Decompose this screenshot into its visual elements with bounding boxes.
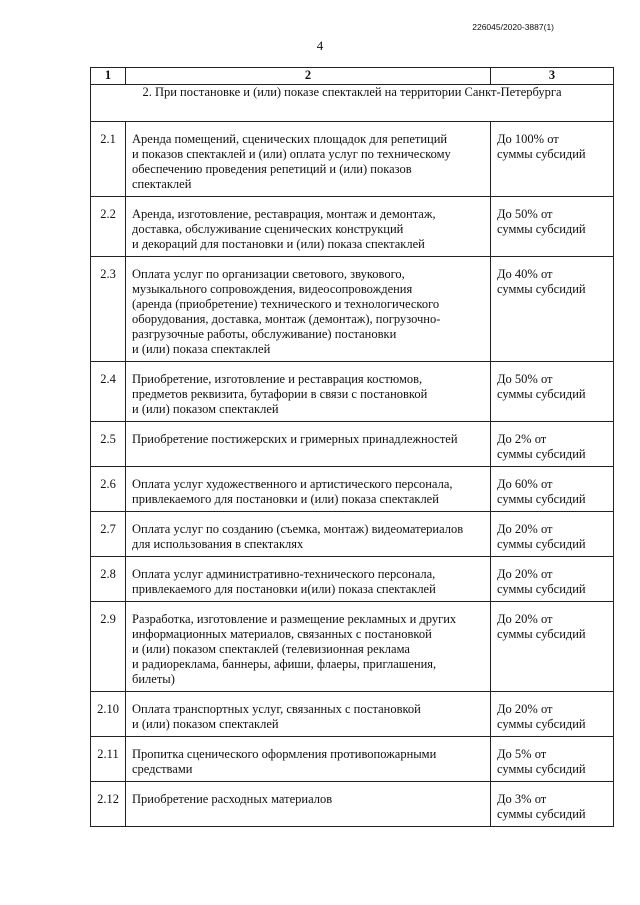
- table-row: [91, 512, 614, 557]
- document-id: 226045/2020-3887(1): [472, 22, 554, 32]
- row-number: 2.1: [91, 122, 126, 197]
- row-text: Оплата услуг по организации светового, звукового, музыкального сопровождения, видеосопровождения (аренда (приобретение) технического и технологического оборудования, доставка, монтаж (демонтаж), погрузочно- разгрузочные работы, обслуживание) постановки и (или) показа спектаклей: [126, 257, 491, 362]
- row-text: Аренда помещений, сценических площадок для репетиций и показов спектаклей и (или) оплата услуг по техническому обеспечению проведения репетиций и (или) показов спектаклей: [126, 122, 491, 197]
- row-number: 2.2: [91, 197, 126, 257]
- table-row: [91, 467, 614, 512]
- row-limit: До 20% от суммы субсидий: [491, 512, 614, 557]
- table-row: [91, 692, 614, 737]
- row-number: 2.3: [91, 257, 126, 362]
- row-text: Оплата транспортных услуг, связанных с постановкой и (или) показом спектаклей: [126, 692, 491, 737]
- row-limit: До 20% от суммы субсидий: [491, 557, 614, 602]
- table-row: [91, 737, 614, 782]
- table-row: [91, 362, 614, 422]
- section-title: 2. При постановке и (или) показе спектаклей на территории Санкт-Петербурга: [91, 85, 614, 122]
- row-text: Приобретение постижерских и гримерных принадлежностей: [126, 422, 491, 467]
- row-limit: До 40% от суммы субсидий: [491, 257, 614, 362]
- row-number: 2.9: [91, 602, 126, 692]
- row-limit: До 5% от суммы субсидий: [491, 737, 614, 782]
- row-text: Оплата услуг художественного и артистического персонала, привлекаемого для постановки и (или) показа спектаклей: [126, 467, 491, 512]
- row-text: Оплата услуг по созданию (съемка, монтаж) видеоматериалов для использования в спектаклях: [126, 512, 491, 557]
- row-number: 2.4: [91, 362, 126, 422]
- row-number: 2.7: [91, 512, 126, 557]
- table-row: [91, 782, 614, 827]
- row-text: Приобретение расходных материалов: [126, 782, 491, 827]
- row-text: Оплата услуг административно-технического персонала, привлекаемого для постановки и(или) показа спектаклей: [126, 557, 491, 602]
- row-text: Аренда, изготовление, реставрация, монтаж и демонтаж, доставка, обслуживание сценических конструкций и декораций для постановки и (или) показа спектаклей: [126, 197, 491, 257]
- row-limit: До 20% от суммы субсидий: [491, 692, 614, 737]
- row-limit: До 60% от суммы субсидий: [491, 467, 614, 512]
- row-number: 2.6: [91, 467, 126, 512]
- column-header-3: 3: [491, 68, 614, 85]
- row-number: 2.5: [91, 422, 126, 467]
- column-header-2: 2: [126, 68, 491, 85]
- table-row: [91, 122, 614, 197]
- table-row: [91, 422, 614, 467]
- row-text: Пропитка сценического оформления противопожарными средствами: [126, 737, 491, 782]
- row-limit: До 20% от суммы субсидий: [491, 602, 614, 692]
- table-row: [91, 557, 614, 602]
- row-text: Приобретение, изготовление и реставрация костюмов, предметов реквизита, бутафории в связи с постановкой и (или) показом спектаклей: [126, 362, 491, 422]
- row-text: Разработка, изготовление и размещение рекламных и других информационных материалов, связанных с постановкой и (или) показом спектаклей (телевизионная реклама и радиореклама, баннеры, афиши, флаеры, приглашения, билеты): [126, 602, 491, 692]
- row-number: 2.10: [91, 692, 126, 737]
- row-limit: До 2% от суммы субсидий: [491, 422, 614, 467]
- column-header-1: 1: [91, 68, 126, 85]
- subsidy-table: [90, 67, 614, 827]
- row-limit: До 100% от суммы субсидий: [491, 122, 614, 197]
- row-limit: До 3% от суммы субсидий: [491, 782, 614, 827]
- table-row: [91, 602, 614, 692]
- row-number: 2.11: [91, 737, 126, 782]
- row-limit: До 50% от суммы субсидий: [491, 197, 614, 257]
- section-row: [91, 85, 614, 122]
- table-header-row: [91, 68, 614, 85]
- page-number: 4: [316, 38, 324, 53]
- row-number: 2.12: [91, 782, 126, 827]
- row-number: 2.8: [91, 557, 126, 602]
- table-row: [91, 257, 614, 362]
- row-limit: До 50% от суммы субсидий: [491, 362, 614, 422]
- table-row: [91, 197, 614, 257]
